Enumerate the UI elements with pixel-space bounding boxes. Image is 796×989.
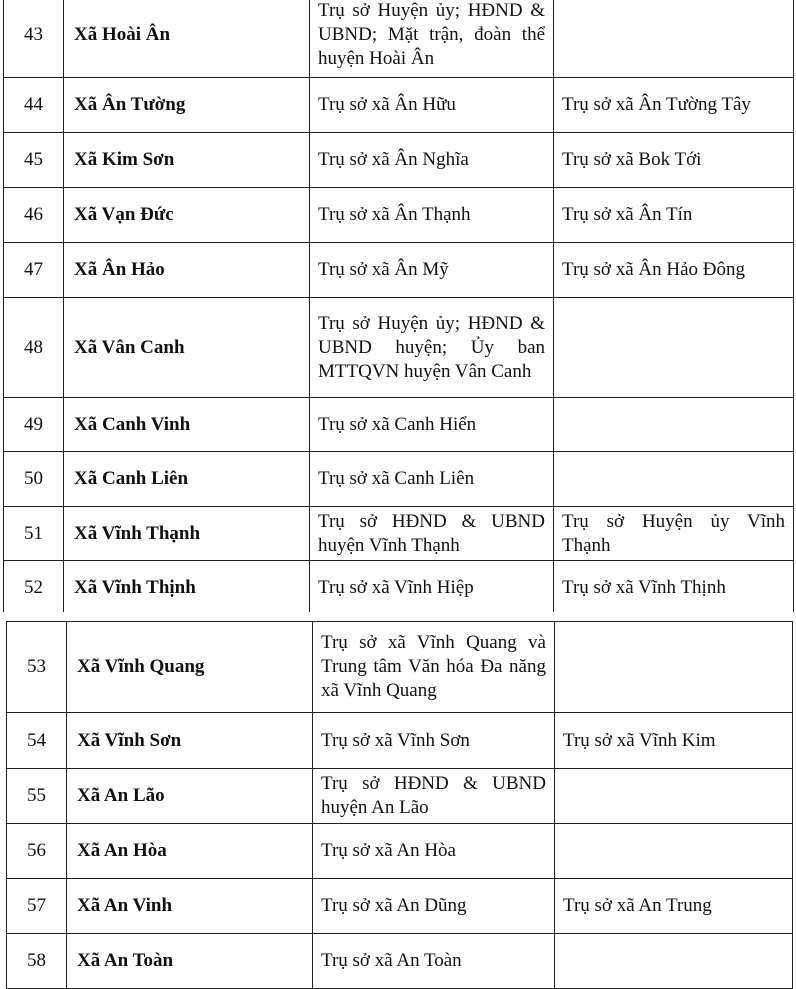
secondary-location: Trụ sở Huyện ủy Vĩnh Thạnh (554, 507, 794, 561)
table-row (4, 298, 794, 398)
row-number: 45 (4, 133, 64, 188)
row-number: 47 (4, 243, 64, 298)
commune-name: Xã Vạn Đức (64, 188, 310, 243)
secondary-location (555, 934, 793, 989)
table-row (4, 398, 794, 452)
row-number: 56 (7, 824, 67, 879)
secondary-location (555, 824, 793, 879)
secondary-location: Trụ sở xã Ân Tường Tây (554, 78, 794, 133)
main-location: Trụ sở HĐND & UBND huyện An Lão (313, 769, 555, 824)
table-row (4, 507, 794, 561)
table-row (4, 133, 794, 188)
commune-name: Xã Canh Vinh (64, 398, 310, 452)
page-break-gap (0, 612, 796, 621)
main-location: Trụ sở xã Canh Liên (310, 452, 554, 507)
secondary-location (555, 622, 793, 713)
secondary-location (554, 298, 794, 398)
table-row (4, 561, 794, 615)
secondary-location: Trụ sở xã Ân Tín (554, 188, 794, 243)
main-location: Trụ sở xã Canh Hiển (310, 398, 554, 452)
table-row (7, 934, 793, 989)
commune-name: Xã Ân Hảo (64, 243, 310, 298)
commune-name: Xã Vĩnh Thịnh (64, 561, 310, 615)
row-number: 52 (4, 561, 64, 615)
row-number: 53 (7, 622, 67, 713)
row-number: 51 (4, 507, 64, 561)
table-row (7, 879, 793, 934)
row-number: 49 (4, 398, 64, 452)
commune-name: Xã Vĩnh Quang (67, 622, 313, 713)
commune-name: Xã Kim Sơn (64, 133, 310, 188)
row-number: 54 (7, 713, 67, 769)
main-location: Trụ sở xã Ân Thạnh (310, 188, 554, 243)
secondary-location (554, 452, 794, 507)
commune-table-part-2 (6, 621, 793, 989)
commune-name: Xã Hoài Ân (64, 0, 310, 78)
secondary-location: Trụ sở xã Vĩnh Kim (555, 713, 793, 769)
commune-name: Xã Ân Tường (64, 78, 310, 133)
row-number: 58 (7, 934, 67, 989)
table-row (4, 78, 794, 133)
commune-name: Xã An Vinh (67, 879, 313, 934)
table-row (7, 769, 793, 824)
row-number: 55 (7, 769, 67, 824)
row-number: 48 (4, 298, 64, 398)
commune-name: Xã Vĩnh Thạnh (64, 507, 310, 561)
secondary-location: Trụ sở xã Bok Tới (554, 133, 794, 188)
secondary-location: Trụ sở xã Ân Hảo Đông (554, 243, 794, 298)
row-number: 46 (4, 188, 64, 243)
table-row (4, 452, 794, 507)
secondary-location (554, 0, 794, 78)
main-location: Trụ sở xã Ân Mỹ (310, 243, 554, 298)
commune-name: Xã An Hòa (67, 824, 313, 879)
table-row (4, 243, 794, 298)
table-row (4, 188, 794, 243)
main-location: Trụ sở xã Vĩnh Quang và Trung tâm Văn hóa Đa năng xã Vĩnh Quang (313, 622, 555, 713)
main-location: Trụ sở xã Ân Hữu (310, 78, 554, 133)
secondary-location: Trụ sở xã Vĩnh Thịnh (554, 561, 794, 615)
table-row (7, 824, 793, 879)
table-row (7, 713, 793, 769)
secondary-location (555, 769, 793, 824)
secondary-location (554, 398, 794, 452)
table-row (7, 622, 793, 713)
commune-name: Xã An Toàn (67, 934, 313, 989)
main-location: Trụ sở xã An Hòa (313, 824, 555, 879)
main-location: Trụ sở HĐND & UBND huyện Vĩnh Thạnh (310, 507, 554, 561)
main-location: Trụ sở xã An Dũng (313, 879, 555, 934)
row-number: 44 (4, 78, 64, 133)
main-location: Trụ sở xã Ân Nghĩa (310, 133, 554, 188)
commune-name: Xã Vĩnh Sơn (67, 713, 313, 769)
main-location: Trụ sở xã Vĩnh Sơn (313, 713, 555, 769)
row-number: 57 (7, 879, 67, 934)
main-location: Trụ sở Huyện ủy; HĐND & UBND huyện; Ủy ban MTTQVN huyện Vân Canh (310, 298, 554, 398)
commune-name: Xã Canh Liên (64, 452, 310, 507)
commune-name: Xã An Lão (67, 769, 313, 824)
secondary-location: Trụ sở xã An Trung (555, 879, 793, 934)
table-row (4, 0, 794, 78)
main-location: Trụ sở xã An Toàn (313, 934, 555, 989)
row-number: 50 (4, 452, 64, 507)
commune-table-part-1 (3, 0, 794, 615)
main-location: Trụ sở xã Vĩnh Hiệp (310, 561, 554, 615)
row-number: 43 (4, 0, 64, 78)
main-location: Trụ sở Huyện ủy; HĐND & UBND; Mặt trận, đoàn thể huyện Hoài Ân (310, 0, 554, 78)
commune-name: Xã Vân Canh (64, 298, 310, 398)
